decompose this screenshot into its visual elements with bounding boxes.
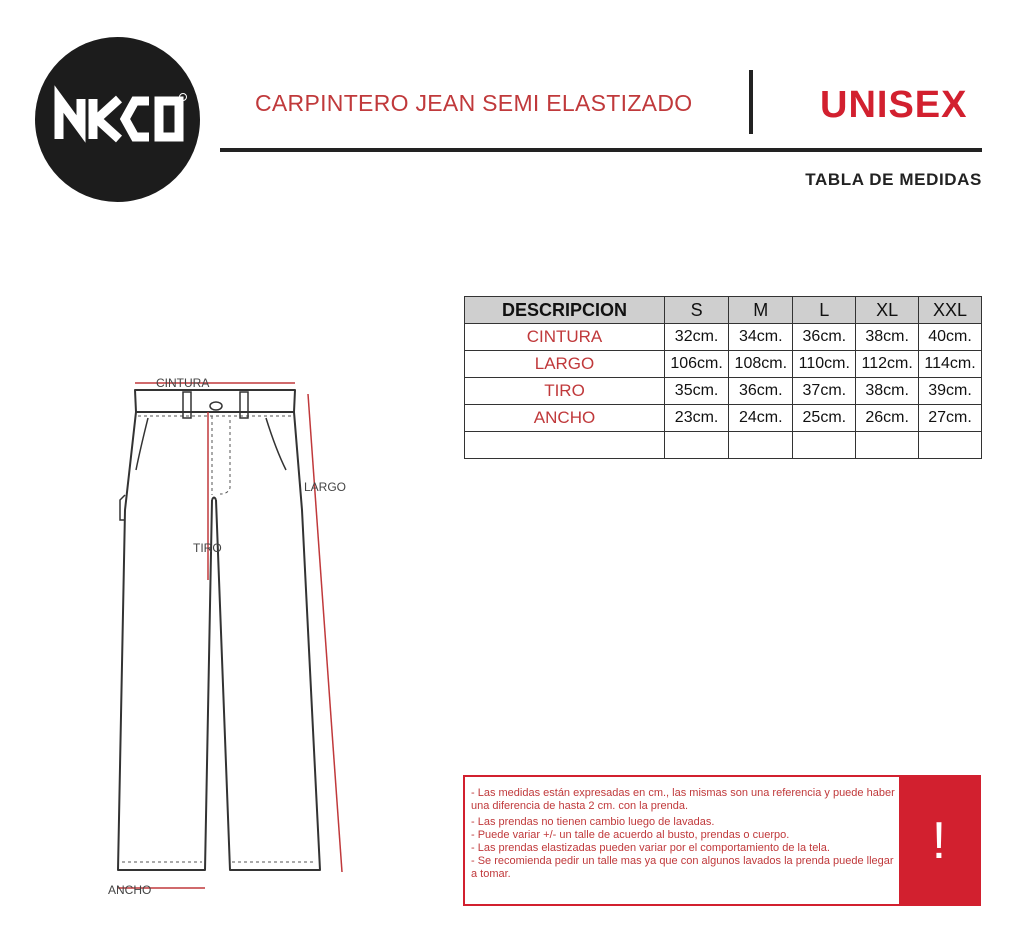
warning-block <box>899 777 979 904</box>
row-label: LARGO <box>465 351 665 378</box>
product-name: CARPINTERO JEAN SEMI ELASTIZADO <box>255 90 693 116</box>
exclamation-icon: ! <box>931 811 947 870</box>
width-label: ANCHO <box>108 883 152 897</box>
table-cell: 36cm. <box>793 324 856 351</box>
notice-line: - Se recomienda pedir un talle mas ya que con algunos lavados la prenda puede llegar a tomar. <box>471 855 894 880</box>
pants-diagram <box>80 370 370 900</box>
table-row-empty <box>465 432 982 459</box>
table-cell: 39cm. <box>919 378 982 405</box>
table-cell: 112cm. <box>856 351 919 378</box>
header-size-xl: XL <box>856 297 919 324</box>
waist-label: CINTURA <box>156 376 210 390</box>
table-cell: 110cm. <box>793 351 856 378</box>
header-underline <box>220 148 982 152</box>
table-cell: 26cm. <box>856 405 919 432</box>
table-cell <box>793 432 856 459</box>
header-size-xxl: XXL <box>919 297 982 324</box>
table-cell: 24cm. <box>729 405 793 432</box>
table-row <box>465 351 982 378</box>
size-table <box>464 296 982 459</box>
header-divider <box>749 70 753 134</box>
table-row <box>465 324 982 351</box>
gender-label: UNISEX <box>820 84 968 126</box>
row-label: TIRO <box>465 378 665 405</box>
table-cell: 108cm. <box>729 351 793 378</box>
notice-text <box>471 787 896 881</box>
table-cell: 38cm. <box>856 378 919 405</box>
row-label: ANCHO <box>465 405 665 432</box>
notice-line: - Puede variar +/- un talle de acuerdo al busto, prendas o cuerpo. <box>471 829 790 841</box>
row-label: CINTURA <box>465 324 665 351</box>
table-cell <box>665 432 729 459</box>
notice-line: - Las prendas elastizadas pueden variar por el comportamiento de la tela. <box>471 842 830 854</box>
table-cell: 25cm. <box>793 405 856 432</box>
header-size-l: L <box>793 297 856 324</box>
header-size-m: M <box>729 297 793 324</box>
nkco-logo-icon <box>35 37 200 202</box>
header-size-s: S <box>665 297 729 324</box>
table-row <box>465 405 982 432</box>
waistband-outline <box>135 390 295 412</box>
rise-label: TIRO <box>193 541 222 555</box>
notice-box <box>463 775 981 906</box>
table-cell: 114cm. <box>919 351 982 378</box>
table-cell: 34cm. <box>729 324 793 351</box>
table-cell <box>856 432 919 459</box>
table-cell: 32cm. <box>665 324 729 351</box>
table-row <box>465 378 982 405</box>
table-cell <box>465 432 665 459</box>
table-cell: 106cm. <box>665 351 729 378</box>
length-guide <box>308 394 342 872</box>
table-cell <box>729 432 793 459</box>
length-label: LARGO <box>304 480 347 494</box>
left-pocket <box>136 418 148 470</box>
table-cell: 40cm. <box>919 324 982 351</box>
header-description: DESCRIPCION <box>465 297 665 324</box>
notice-line: - Las prendas no tienen cambio luego de lavadas. <box>471 816 715 828</box>
table-cell: 37cm. <box>793 378 856 405</box>
right-pocket <box>266 418 286 470</box>
size-table-title: TABLA DE MEDIDAS <box>805 170 982 189</box>
table-cell: 23cm. <box>665 405 729 432</box>
table-cell <box>919 432 982 459</box>
table-cell: 35cm. <box>665 378 729 405</box>
brand-logo <box>35 37 200 202</box>
table-cell: 38cm. <box>856 324 919 351</box>
notice-line: - Las medidas están expresadas en cm., las mismas son una referencia y puede haber una diferencia de hasta 2 cm. con la prenda. <box>471 787 895 812</box>
table-cell: 27cm. <box>919 405 982 432</box>
size-table-header-row <box>465 297 982 324</box>
table-cell: 36cm. <box>729 378 793 405</box>
left-leg-outline <box>118 412 212 870</box>
